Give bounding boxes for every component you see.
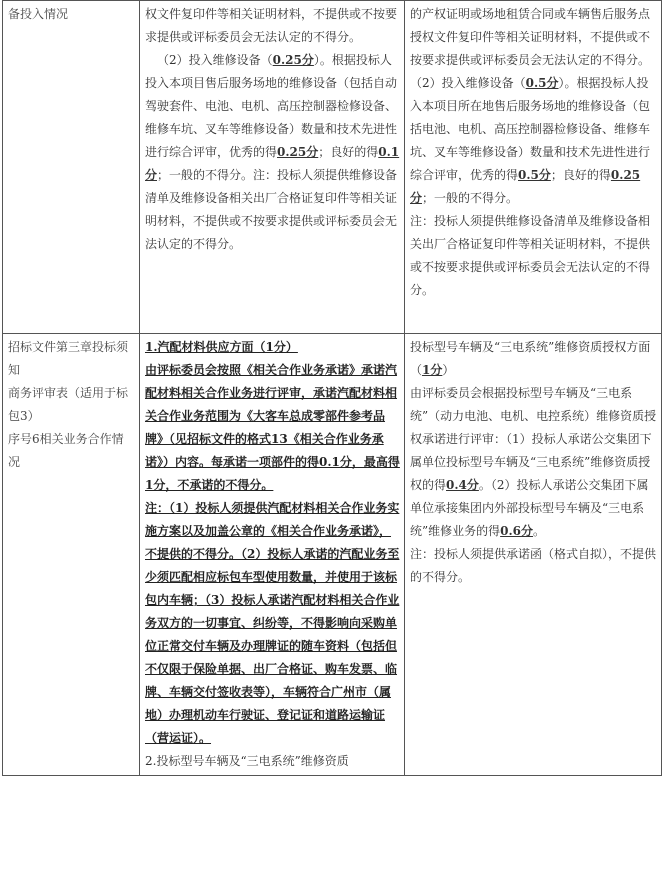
row1-category-cell [3, 1, 140, 334]
score-value: 0.5分 [518, 168, 551, 182]
text-segment: ） [442, 363, 455, 377]
text-segment: ）。根据投标人投入本项目售后服务场地的维修设备（包括自动驾驶套件、电池、电机、高压控制器检修设备、维修车坑、叉车等维修设备）数量和技术先进性进行综合评审，优秀的得 [145, 53, 398, 159]
text-segment: （2）投入维修设备（ [410, 76, 526, 90]
score-value: 0.25分 [410, 168, 641, 205]
score-value: 0.4分 [446, 478, 479, 492]
category-line: 序号6相关业务合作情况 [8, 432, 124, 469]
score-value: 0.25分 [277, 145, 319, 159]
text-segment: ；良好的得 [550, 168, 611, 182]
row2-criteria-cell-alt [405, 334, 662, 776]
criteria-paragraph [145, 49, 400, 256]
row2-category-cell [3, 334, 140, 776]
category-label: 备投入情况 [8, 7, 69, 21]
text-segment: ）。根据投标人投入本项目所在地售后服务场地的维修设备（包括电池、电机、高压控制器检修设备、维修车坑、叉车等维修设备）数量和技术先进性进行综合评审，优秀的得 [410, 76, 651, 182]
text-segment: 投标型号车辆及“三电系统”维修资质授权方面（ [410, 340, 651, 377]
table-row [3, 1, 662, 334]
criteria-paragraph: 的产权证明或场地租赁合同或车辆售后服务点授权文件复印件等相关证明材料，不提供或不按要求提供或评标委员会无法认定的不得分。 [410, 7, 651, 67]
table-row [3, 334, 662, 776]
category-line: 商务评审表（适用于标包3） [8, 386, 129, 423]
row2-criteria-cell [140, 334, 405, 776]
section-heading [410, 336, 657, 382]
text-segment: （2）投入维修设备（ [157, 53, 273, 67]
score-value: 1分 [422, 363, 443, 377]
criteria-paragraph: 由评标委员会按照《相关合作业务承诺》承诺汽配材料相关合作业务进行评审，承诺汽配材料相关合作业务范围为《大客车总成零部件参考品牌》（见招标文件的格式13《相关合作业务承诺》）内容。每承诺一项部件的得0.1分，最高得1分，不承诺的不得分。 [145, 363, 400, 492]
score-value: 0.1分 [145, 145, 400, 182]
row1-criteria-cell-alt [405, 1, 662, 334]
criteria-paragraph [410, 72, 657, 210]
row1-criteria-cell [140, 1, 405, 334]
score-value: 0.25分 [272, 53, 314, 67]
text-segment: ；一般的不得分。 [422, 191, 519, 205]
scoring-table [2, 0, 662, 776]
text-segment: ；良好的得 [318, 145, 379, 159]
text-segment: ；一般的不得分。注：投标人须提供维修设备清单及维修设备相关出厂合格证复印件等相关证明材料，不提供或不按要求提供或评标委员会无法认定的不得分。 [145, 168, 398, 251]
category-line: 招标文件第三章投标须知 [8, 340, 129, 377]
score-value: 0.5分 [525, 76, 559, 90]
text-segment: 由评标委员会根据投标型号车辆及“三电系统”（动力电池、电机、电控系统）维修资质授权承诺进行评审：（1）投标人承诺公交集团下属单位投标型号车辆及“三电系统”维修资质授权的得 [410, 386, 657, 492]
score-value: 0.6分 [500, 524, 534, 538]
criteria-paragraph: 权文件复印件等相关证明材料，不提供或不按要求提供或评标委员会无法认定的不得分。 [145, 7, 398, 44]
note-paragraph: 注：投标人须提供承诺函（格式自拟），不提供的不得分。 [410, 547, 657, 584]
note-paragraph: 注：投标人须提供维修设备清单及维修设备相关出厂合格证复印件等相关证明材料，不提供或不按要求提供或评标委员会无法认定的不得分。 [410, 214, 651, 297]
text-segment: 。（2）投标人承诺公交集团下属单位承接集团内外部投标型号车辆及“三电系统”维修业务的得 [410, 478, 649, 538]
text-segment: 。 [533, 524, 546, 538]
criteria-paragraph [410, 382, 657, 543]
section-heading: 2.投标型号车辆及“三电系统”维修资质 [145, 754, 349, 768]
section-heading: 1.汽配材料供应方面（1分） [145, 340, 298, 354]
note-paragraph: 注：（1）投标人须提供汽配材料相关合作业务实施方案以及加盖公章的《相关合作业务承诺》，不提供的不得分。（2）投标人承诺的汽配业务至少须匹配相应标包车型使用数量，并使用于该标包内车辆；（3）投标人承诺汽配材料相关合作业务双方的一切事宜、纠纷等，不得影响向采购单位正常交付车辆及办理牌证的随车资料（包括但不仅限于保险单据、出厂合格证、购车发票、临牌、车辆交付签收表等），车辆符合广州市（属地）办理机动车行驶证、登记证和道路运输证（营运证）。 [145, 501, 400, 745]
